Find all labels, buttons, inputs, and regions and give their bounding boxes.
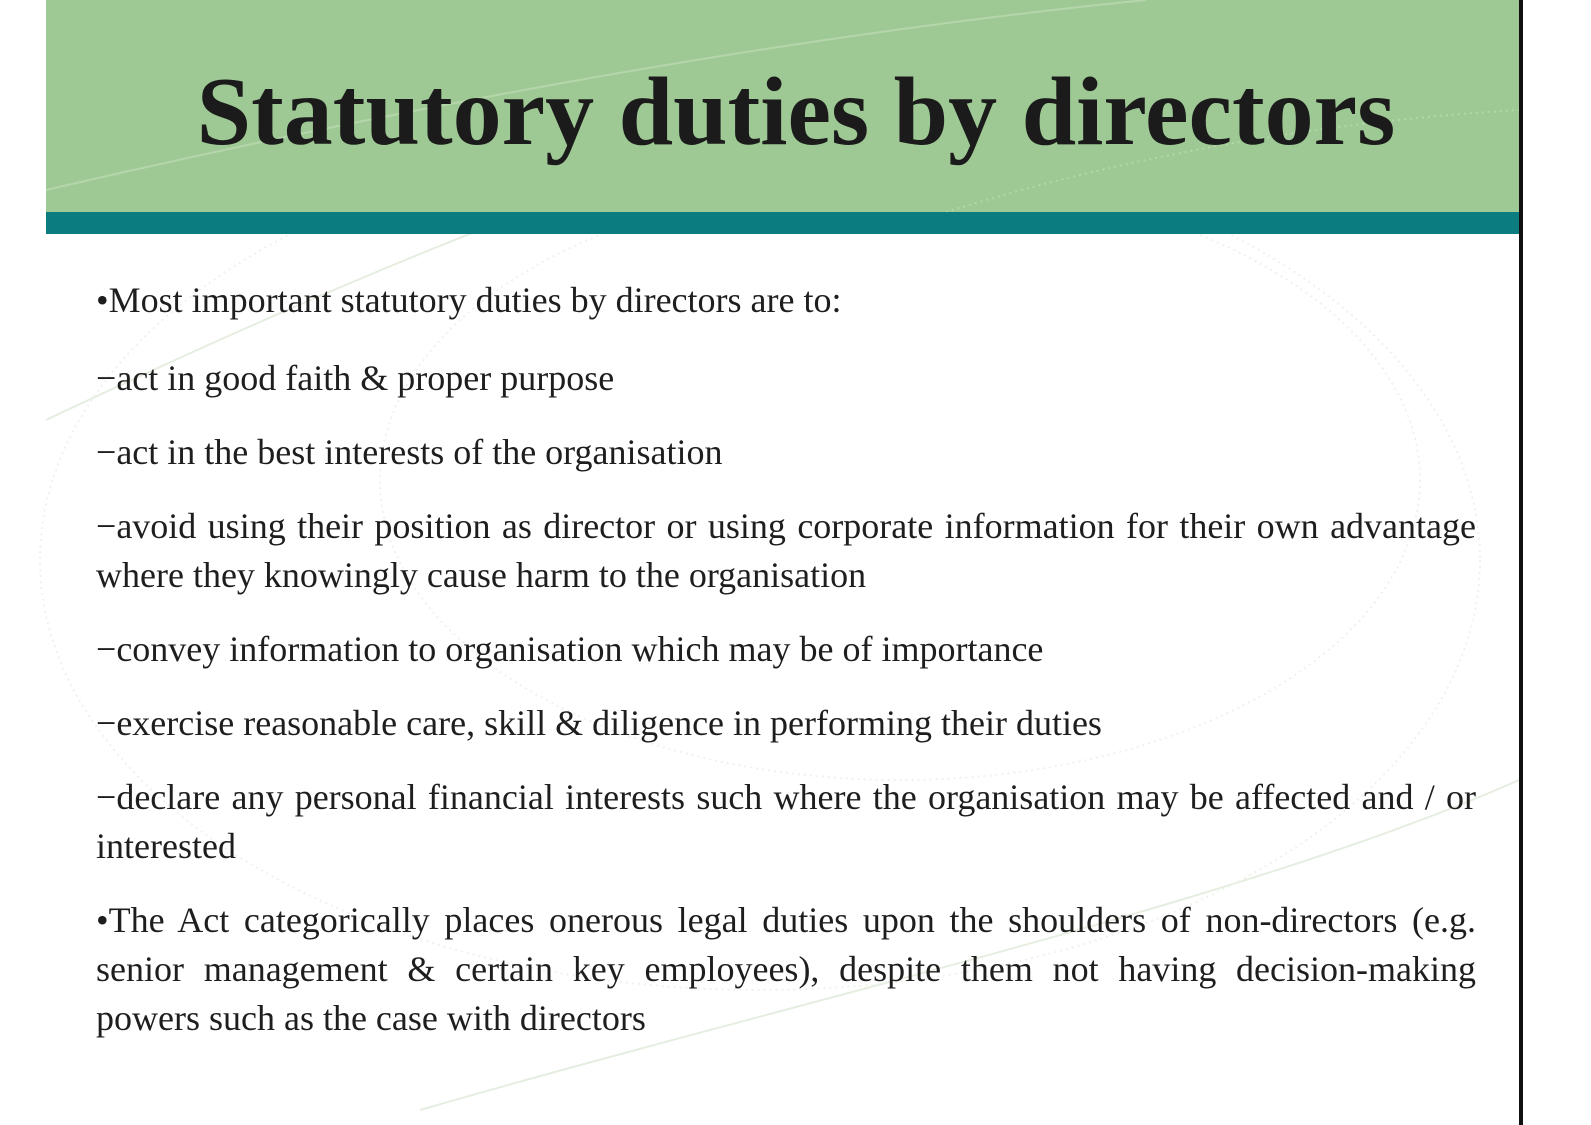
bullet-marker: • (96, 900, 109, 940)
bullet-marker: • (96, 280, 109, 320)
list-item-text: exercise reasonable care, skill & diligence in performing their duties (116, 703, 1102, 743)
header-underline-bar (46, 212, 1519, 234)
dash-marker: − (96, 703, 117, 743)
list-item (96, 896, 1476, 1043)
dash-marker: − (96, 777, 117, 817)
list-item (96, 276, 1476, 325)
dash-marker: − (96, 506, 117, 546)
list-item (96, 502, 1476, 600)
list-item-text: convey information to organisation which may be of importance (116, 629, 1044, 669)
slide-content (96, 276, 1476, 1068)
dash-marker: − (96, 358, 117, 398)
list-item (96, 699, 1476, 748)
dash-marker: − (96, 629, 117, 669)
list-item-text: The Act categorically places onerous legal duties upon the shoulders of non-directors (e.g. senior management & certain key employees), despite them not having decision-making powers such as the case with directors (96, 900, 1476, 1038)
list-item-text: avoid using their position as director or using corporate information for their own advantage where they knowingly cause harm to the organisation (96, 506, 1476, 595)
slide-title: Statutory duties by directors (196, 58, 1396, 166)
list-item (96, 625, 1476, 674)
list-item (96, 773, 1476, 871)
list-item-text: act in the best interests of the organisation (116, 432, 723, 472)
list-item (96, 428, 1476, 477)
list-item-text: act in good faith & proper purpose (116, 358, 615, 398)
list-item-text: declare any personal financial interests such where the organisation may be affected and / or interested (96, 777, 1476, 866)
dash-marker: − (96, 432, 117, 472)
list-item (96, 354, 1476, 403)
list-item-text: Most important statutory duties by directors are to: (108, 280, 842, 320)
